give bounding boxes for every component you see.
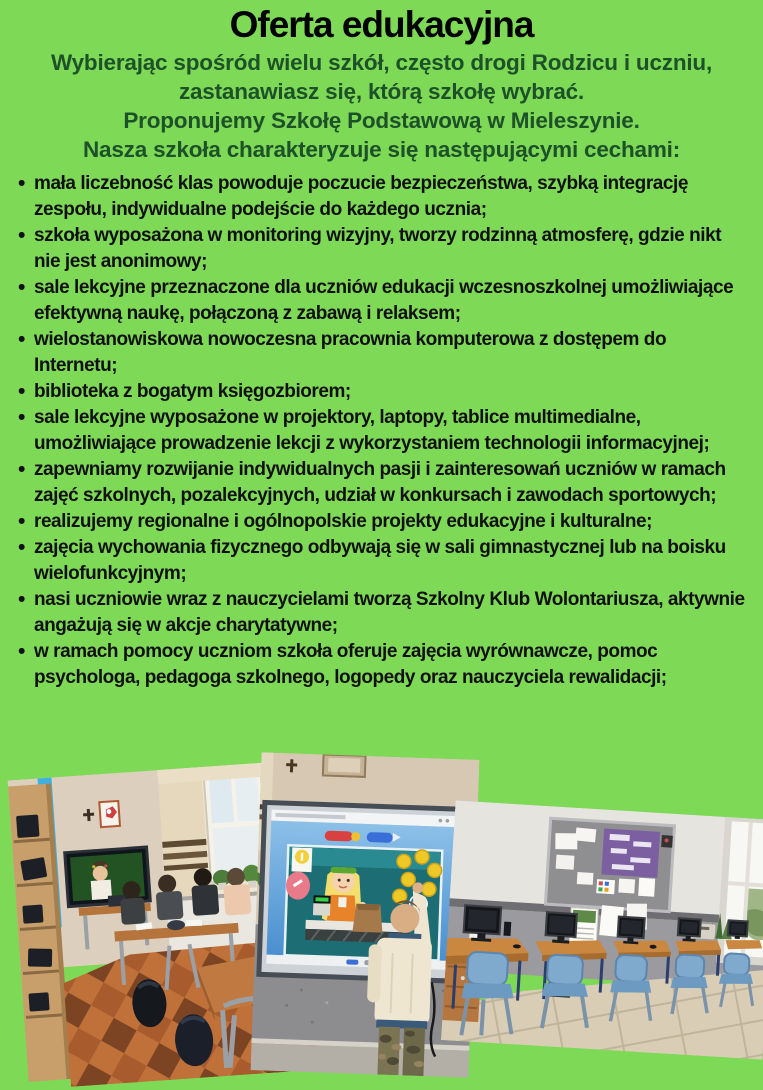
feature-item: • mała liczebność klas powoduje poczucie bezpieczeństwa, szybką integrację zespołu, indywidualne podejście do każdego ucznia; (18, 171, 749, 223)
subtitle-line: Proponujemy Szkołę Podstawową w Mieleszynie. (123, 108, 640, 133)
eagle-emblem (99, 801, 120, 827)
computer-lab-photo (441, 800, 763, 1059)
feature-item: • nasi uczniowie wraz z nauczycielami tworzą Szkolny Klub Wolontariusza, aktywnie angażują się w akcje charytatywne; (18, 587, 749, 639)
feature-item: • sale lekcyjne przeznaczone dla uczniów edukacji wczesnoszkolnej umożliwiające efektywną naukę, połączoną z zabawą i relaksem; (18, 275, 749, 327)
subtitle-line: Nasza szkoła charakteryzuje się następującymi cechami: (82, 137, 680, 162)
interactive-board (259, 802, 463, 981)
feature-item: • szkoła wyposażona w monitoring wizyjny, tworzy rodzinną atmosferę, gdzie nikt nie jest anonimowy; (18, 223, 749, 275)
subtitle-line: Wybierając spośród wielu szkół, często drogi Rodzicu i uczniu, (50, 50, 713, 75)
flyer-page (0, 4, 763, 1084)
feature-item: • zajęcia wychowania fizycznego odbywają się w sali gimnastycznej lub na boisku wielofunkcyjnym; (18, 535, 749, 587)
feature-item: • w ramach pomocy uczniom szkoła oferuje zajęcia wyrównawcze, pomoc psychologa, pedagoga szkolnego, logopedy oraz nauczyciela rewalidacji; (18, 639, 749, 691)
subtitle-line: zastanawiasz się, którą szkołę wybrać. (178, 79, 585, 104)
bulletin-board (545, 818, 674, 911)
features-list (0, 171, 763, 691)
feature-item: • zapewniamy rozwijanie indywidualnych pasji i zainteresowań uczniów w ramach zajęć szkolnych, pozalekcyjnych, udział w konkursach i zawodach sportowych; (18, 457, 749, 509)
tv-screen (65, 847, 151, 907)
feature-item: • realizujemy regionalne i ogólnopolskie projekty edukacyjne i kulturalne; (18, 509, 749, 535)
page-title: Oferta edukacyjna (229, 4, 534, 45)
intro-text (0, 48, 763, 164)
computer-lab-scene (441, 800, 763, 1059)
feature-item: • wielostanowiskowa nowoczesna pracownia komputerowa z dostępem do Internetu; (18, 327, 749, 379)
feature-item: • biblioteka z bogatym księgozbiorem; (18, 379, 749, 405)
feature-item: • sale lekcyjne wyposażone w projektory, laptopy, tablice multimedialne, umożliwiające prowadzenie lekcji z wykorzystaniem technologii informacyjnej; (18, 405, 749, 457)
